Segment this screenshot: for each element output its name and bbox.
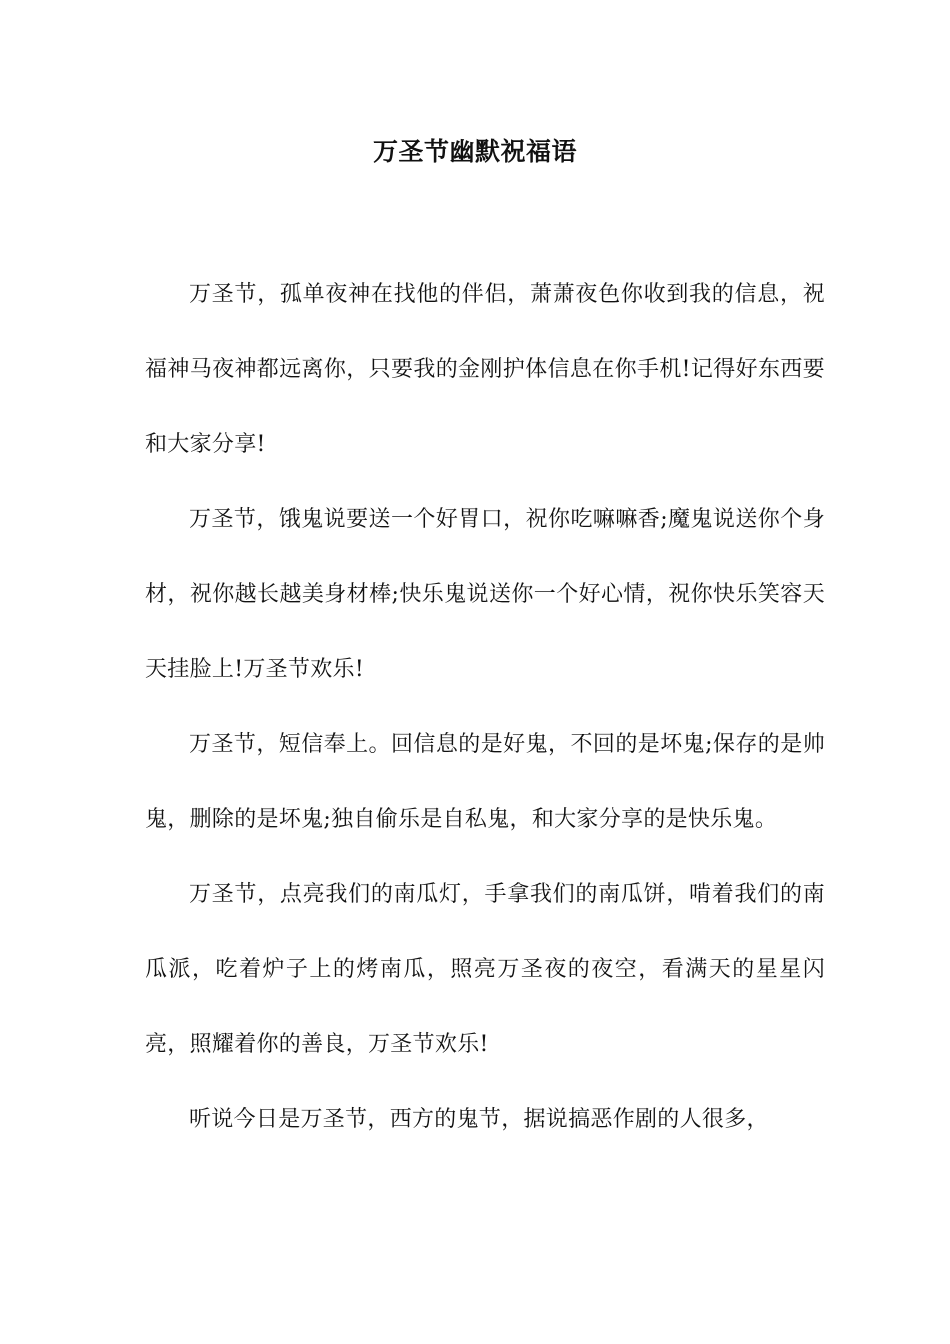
paragraph-1: 万圣节，孤单夜神在找他的伴侣，萧萧夜色你收到我的信息，祝福神马夜神都远离你，只要我的金刚护体信息在你手机!记得好东西要和大家分享! [145,282,825,457]
document-title: 万圣节幽默祝福语 [372,137,577,166]
paragraph-4: 万圣节，点亮我们的南瓜灯，手拿我们的南瓜饼，啃着我们的南瓜派，吃着炉子上的烤南瓜，照亮万圣夜的夜空，看满天的星星闪亮，照耀着你的善良，万圣节欢乐! [145,882,825,1057]
paragraph-3: 万圣节，短信奉上。回信息的是好鬼，不回的是坏鬼;保存的是帅鬼，删除的是坏鬼;独自偷乐是自私鬼，和大家分享的是快乐鬼。 [145,732,825,832]
document-body [145,257,825,1157]
paragraph-5: 听说今日是万圣节，西方的鬼节，据说搞恶作剧的人很多， [189,1107,769,1132]
paragraph-2: 万圣节，饿鬼说要送一个好胃口，祝你吃嘛嘛香;魔鬼说送你个身材，祝你越长越美身材棒;快乐鬼说送你一个好心情，祝你快乐笑容天天挂脸上!万圣节欢乐! [145,507,825,682]
